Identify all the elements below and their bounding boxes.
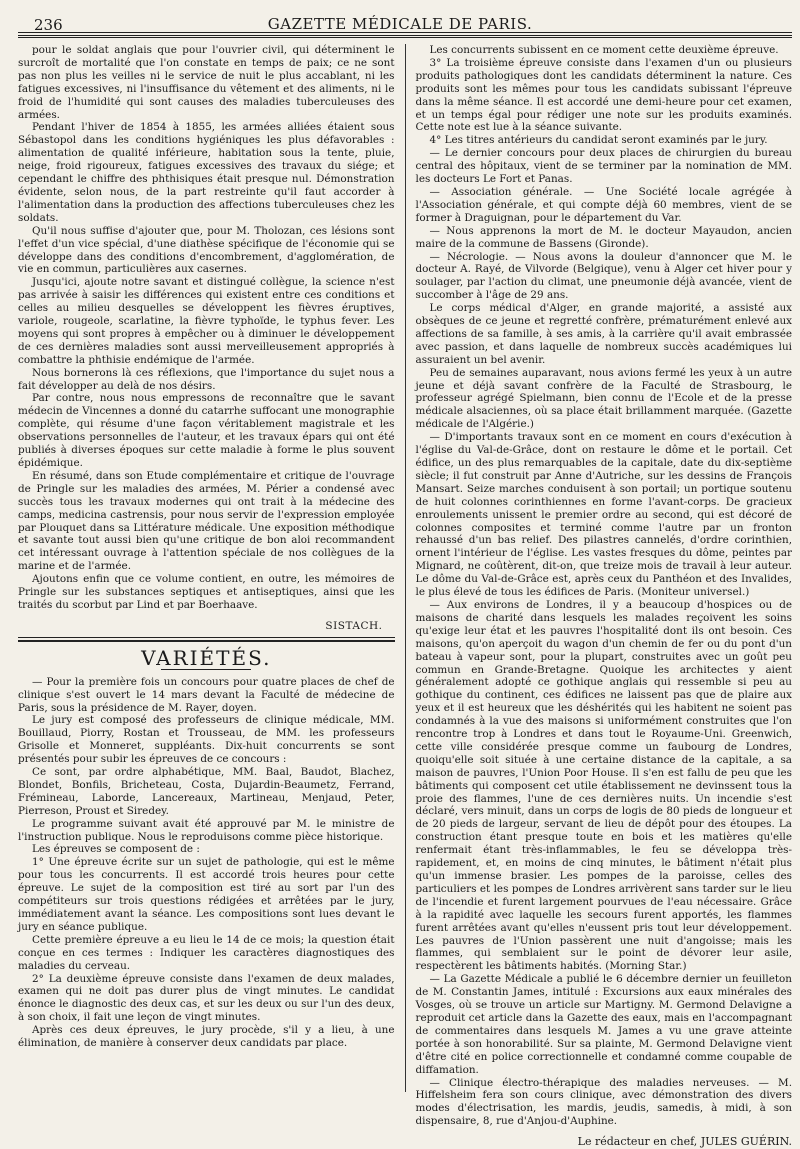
section-title: VARIÉTÉS. [18, 652, 395, 670]
article-signature: SISTACH. [325, 619, 383, 632]
paragraph: 1° Une épreuve écrite sur un sujet de pathologie, qui est le même pour tous les concurrents. Il est accordé trois heures pour cette épreuve. Le sujet de la composition est tiré au sort par l'un des compétiteurs sur trois questions rédigées et arrêtées par le jury, immédiatement avant la séance. Les compositions sont lues devant le jury en séance publique. [18, 856, 395, 933]
paragraph: — Clinique électro-thérapique des maladies nerveuses. — M. Hiffelsheim fera son cours clinique, avec démonstration des divers modes d'électrisation, les mardis, jeudis, samedis, à midi, à son dispensaire, 8, rue d'Anjou-d'Auphine. [415, 1076, 792, 1128]
paragraph: Par contre, nous nous empressons de reconnaître que le savant médecin de Vincennes a donné du catarrhe suffocant une monographie complète, qui résume d'une façon véritablement magistrale et les observations personnelles de l'auteur, et les travaux épars qui ont été publiés à diverses époques sur cette maladie à forme le plus souvent épidémique. [18, 392, 395, 469]
left-article [18, 44, 395, 612]
editor-signature [416, 1136, 793, 1149]
columns [18, 44, 792, 1149]
paragraph: Qu'il nous suffise d'ajouter que, pour M. Tholozan, ces lésions sont l'effet d'un vice spécial, d'une diathèse spécifique de l'économie qui se développe dans des conditions d'encombrement, d'agglomération, de vie en commun, particulières aux casernes. [18, 224, 395, 276]
paragraph: Pendant l'hiver de 1854 à 1855, les armées alliées étaient sous Sébastopol dans les conditions hygiéniques les plus défavorables : alimentation de qualité inférieure, habitation sous la tente, pluie, neige, froid rigoureux, fatigues excessives des travaux du siége; et cependant le chiffre des phthisiques était presque nul. Démonstration évidente, selon nous, de la part restreinte qu'il faut accorder à l'alimentation dans la production des affections tuberculeuses chez les soldats. [18, 121, 395, 224]
paragraph: — La Gazette Médicale a publié le 6 décembre dernier un feuilleton de M. Constantin James, intitulé : Excursions aux eaux minérales des Vosges, où se trouve un article sur Martigny. M. Germond Delavigne a reproduit cet article dans la Gazette des eaux, mais en l'accompagnant de commentaires dans lesquels M. James a vu une grave atteinte portée à son honorabilité. Sur sa plainte, M. Germond Delavigne vient d'être cité en police correctionnelle et condamné comme coupable de diffamation. [415, 973, 792, 1076]
page-number: 236 [34, 16, 63, 34]
paragraph: 2° La deuxième épreuve consiste dans l'examen de deux malades, examen qui ne doit pas durer plus de vingt minutes. Le candidat énonce le diagnostic des deux cas, et sur les deux ou sur l'un des deux, à son choix, il fait une leçon de vingt minutes. [18, 972, 395, 1024]
left-column [18, 44, 405, 1092]
paragraph: Les concurrents subissent en ce moment cette deuxième épreuve. [429, 44, 779, 56]
paragraph: — Nécrologie. — Nous avons la douleur d'annoncer que M. le docteur A. Rayé, de Vilvorde (Belgique), venu à Alger cet hiver pour y soulager, par l'action du climat, une pneumonie déjà avancée, vient de succomber à l'âge de 29 ans. [415, 250, 792, 302]
section-separator [18, 637, 395, 642]
paragraph: En résumé, dans son Etude complémentaire et critique de l'ouvrage de Pringle sur les maladies des armées, M. Périer a condensé avec succès tous les travaux modernes qui ont trait à la médecine des camps, medicina castrensis, pour nous servir de l'expression employée par Plouquet dans sa Littérature médicale. Une exposition méthodique et savante tout aussi bien qu'une critique de bon aloi recommandent cet intéressant ouvrage à l'attention spéciale de nos collègues de la marine et de l'armée. [18, 469, 395, 573]
paragraph: — Nous apprenons la mort de M. le docteur Mayaudon, ancien maire de la commune de Bassens (Gironde). [415, 224, 792, 250]
publication-title: GAZETTE MÉDICALE DE PARIS. [267, 15, 533, 33]
right-articles [416, 44, 793, 1128]
paragraph: Peu de semaines auparavant, nous avions fermé les yeux à un autre jeune et déjà savant confrère de la Faculté de Strasbourg, le professeur agrégé Spielmann, bien connu de l'Ecole et de la presse médicale alsaciennes, où sa place était brillamment marquée. (Gazette médicale de l'Algérie.) [415, 366, 792, 431]
header-rule [18, 32, 792, 38]
paragraph: — D'importants travaux sont en ce moment en cours d'exécution à l'église du Val-de-Grâce, dont on restaure le dôme et le portail. Cet édifice, un des plus remarquables de la capitale, date du dix-septième siècle; il fut construit par Anne d'Autriche, sur les dessins de François Mansart. Seize marches conduisent à son portail; un portique soutenu de huit colonnes corinthiennes en forme l'avant-corps. De gracieux enroulements unissent le premier ordre au second, qui est décoré de colonnes composites et terminé comme l'autre par un fronton rehaussé d'un bas relief. Des pilastres cannelés, d'ordre corinthien, ornent l'intérieur de l'église. Les vastes fresques du dôme, peintes par Mignard, ne coûtèrent, dit-on, que treize mois de travail à leur auteur. Le dôme du Val-de-Grâce est, après ceux du Panthéon et des Invalides, le plus élevé de tous les édifices de Paris. (Moniteur universel.) [415, 431, 792, 599]
paragraph: — Pour la première fois un concours pour quatre places de chef de clinique s'est ouvert le 14 mars devant la Faculté de médecine de Paris, sous la présidence de M. Rayer, doyen. [18, 675, 395, 714]
paragraph: Le programme suivant avait été approuvé par M. le ministre de l'instruction publique. Nous le reproduisons comme pièce historique. [18, 817, 395, 843]
paragraph: Jusqu'ici, ajoute notre savant et distingué collègue, la science n'est pas arrivée à saisir les différences qui existent entre ces conditions et celles au milieu desquelles se développent les fièvres éruptives, variole, rougeole, scarlatine, la fièvre typhoïde, le typhus fever. Les moyens qui sont propres à empêcher ou à diminuer le développement de ces dernières maladies sont aussi merveilleusement appropriés à combattre la phthisie endémique de l'armée. [18, 276, 395, 366]
paragraph: — Le dernier concours pour deux places de chirurgien du bureau central des hôpitaux, vient de se terminer par la nomination de MM. les docteurs Le Fort et Panas. [415, 147, 792, 186]
editor-name: JULES GUÉRIN. [700, 1135, 792, 1149]
paragraph: pour le soldat anglais que pour l'ouvrier civil, qui déterminent le surcroît de mortalité que l'on constate en temps de paix; ce ne sont pas non plus les veilles ni le service de nuit le plus accablant, ni les fatigues excessives, ni l'insuffisance du vêtement et des aliments, ni le froid de l'humidité qui sont causes des maladies tuberculeuses des armées. [18, 44, 395, 121]
paragraph: — Association générale. — Une Société locale agrégée à l'Association générale, et qui compte déjà 60 membres, vient de se former à Draguignan, pour le département du Var. [415, 185, 792, 224]
varietes-section [18, 676, 395, 1050]
paragraph: Après ces deux épreuves, le jury procède, s'il y a lieu, à une élimination, de manière à conserver deux candidats par place. [18, 1024, 395, 1050]
paragraph: 3° La troisième épreuve consiste dans l'examen d'un ou plusieurs produits pathologiques dont les candidats déterminent la nature. Ces produits sont les mêmes pour tous les candidats subissant l'épreuve dans la même séance. Il est accordé une demi-heure pour cet examen, et un temps égal pour rédiger une note sur les produits examinés. Cette note est lue à la séance suivante. [415, 56, 792, 134]
right-column [405, 44, 793, 1149]
paragraph: — Aux environs de Londres, il y a beaucoup d'hospices ou de maisons de charité dans lesquels les malades reçoivent les soins qu'exige leur état et les pauvres l'hospitalité dont ils ont besoin. Ces maisons, qu'on aperçoit du wagon d'un chemin de fer ou du pont d'un bateau à vapeur sont, pour la plupart, construites avec un goût peu commun en Grande-Bretagne. Quoique les architectes y aient généralement adopté ce gothique anglais qui ressemble si peu au gothique du continent, ces édifices ne laissent pas que de plaire aux yeux et il est heureux que les déshérités qui les habitent ne soient pas condamnés à la vue des maisons si uniformément construites que l'on rencontre trop à Londres et dans tout le Royaume-Uni. Greenwich, cette ville considérée presque comme un faubourg de Londres, quoiqu'elle soit située à une certaine distance de la capitale, a sa maison de pauvres, l'Union Poor House. Il s'en est fallu de peu que les bâtiments qui composent cet utile établissement ne devinssent tous la proie des flammes, l'une de ces dernières nuits. Un incendie s'est déclaré, vers minuit, dans un corps de logis de 80 pieds de longueur et de 20 pieds de largeur, servant de lieu de dépôt pour des étoupes. La construction étant presque toute en bois et les matières qu'elle renfermait étant très-inflammables, le feu se développa très-rapidement, et, en moins de cinq minutes, le bâtiment n'était plus qu'un immense brasier. Les pompes de la paroisse, celles des particuliers et les pompes de Londres arrivèrent sans tarder sur le lieu de l'incendie et furent largement pourvues de l'eau nécessaire. Grâce à la rapidité avec laquelle les secours furent apportés, les flammes furent arrêtées avant qu'elles n'eussent pris tout leur développement. Les pauvres de l'Union passèrent une nuit d'angoisse; mais les flammes, qui semblaient sur le point de dévorer leur asile, respectèrent les bâtiments habités. (Morning Star.) [415, 598, 792, 973]
paragraph: Les épreuves se composent de : [32, 843, 200, 856]
page-header [14, 10, 786, 32]
paragraph: Cette première épreuve a eu lieu le 14 de ce mois; la question était conçue en ces termes : Indiquer les caractères diagnostiques des maladies du cerveau. [18, 933, 395, 972]
editor-label: Le rédacteur en chef, [577, 1135, 698, 1149]
paragraph: Ajoutons enfin que ce volume contient, en outre, les mémoires de Pringle sur les substances septiques et antiseptiques, ainsi que les traités du scorbut par Lind et par Boerhaave. [18, 573, 395, 611]
paragraph: Le corps médical d'Alger, en grande majorité, a assisté aux obsèques de ce jeune et regretté confrère, prématurément enlevé aux affections de sa famille, à ses amis, à la carrière qu'il avait embrassée avec passion, et dans laquelle de nombreux succès académiques lui assuraient un bel avenir. [415, 302, 792, 366]
paragraph: Ce sont, par ordre alphabétique, MM. Baal, Baudot, Blachez, Blondet, Bonfils, Bricheteau, Costa, Dujardin-Beaumetz, Ferrand, Frémineau, Laborde, Lancereaux, Martineau, Menjaud, Peter, Pierreson, Proust et Siredey. [18, 766, 395, 817]
paragraph: Nous bornerons là ces réflexions, que l'importance du sujet nous a fait développer au delà de nos désirs. [18, 366, 395, 392]
paragraph: Le jury est composé des professeurs de clinique médicale, MM. Bouillaud, Piorry, Rostan et Trousseau, de MM. les professeurs Grisolle et Monneret, suppléants. Dix-huit concurrents se sont présentés pour subir les épreuves de ce concours : [18, 714, 395, 766]
paragraph: 4° Les titres antérieurs du candidat seront examinés par le jury. [429, 134, 768, 147]
